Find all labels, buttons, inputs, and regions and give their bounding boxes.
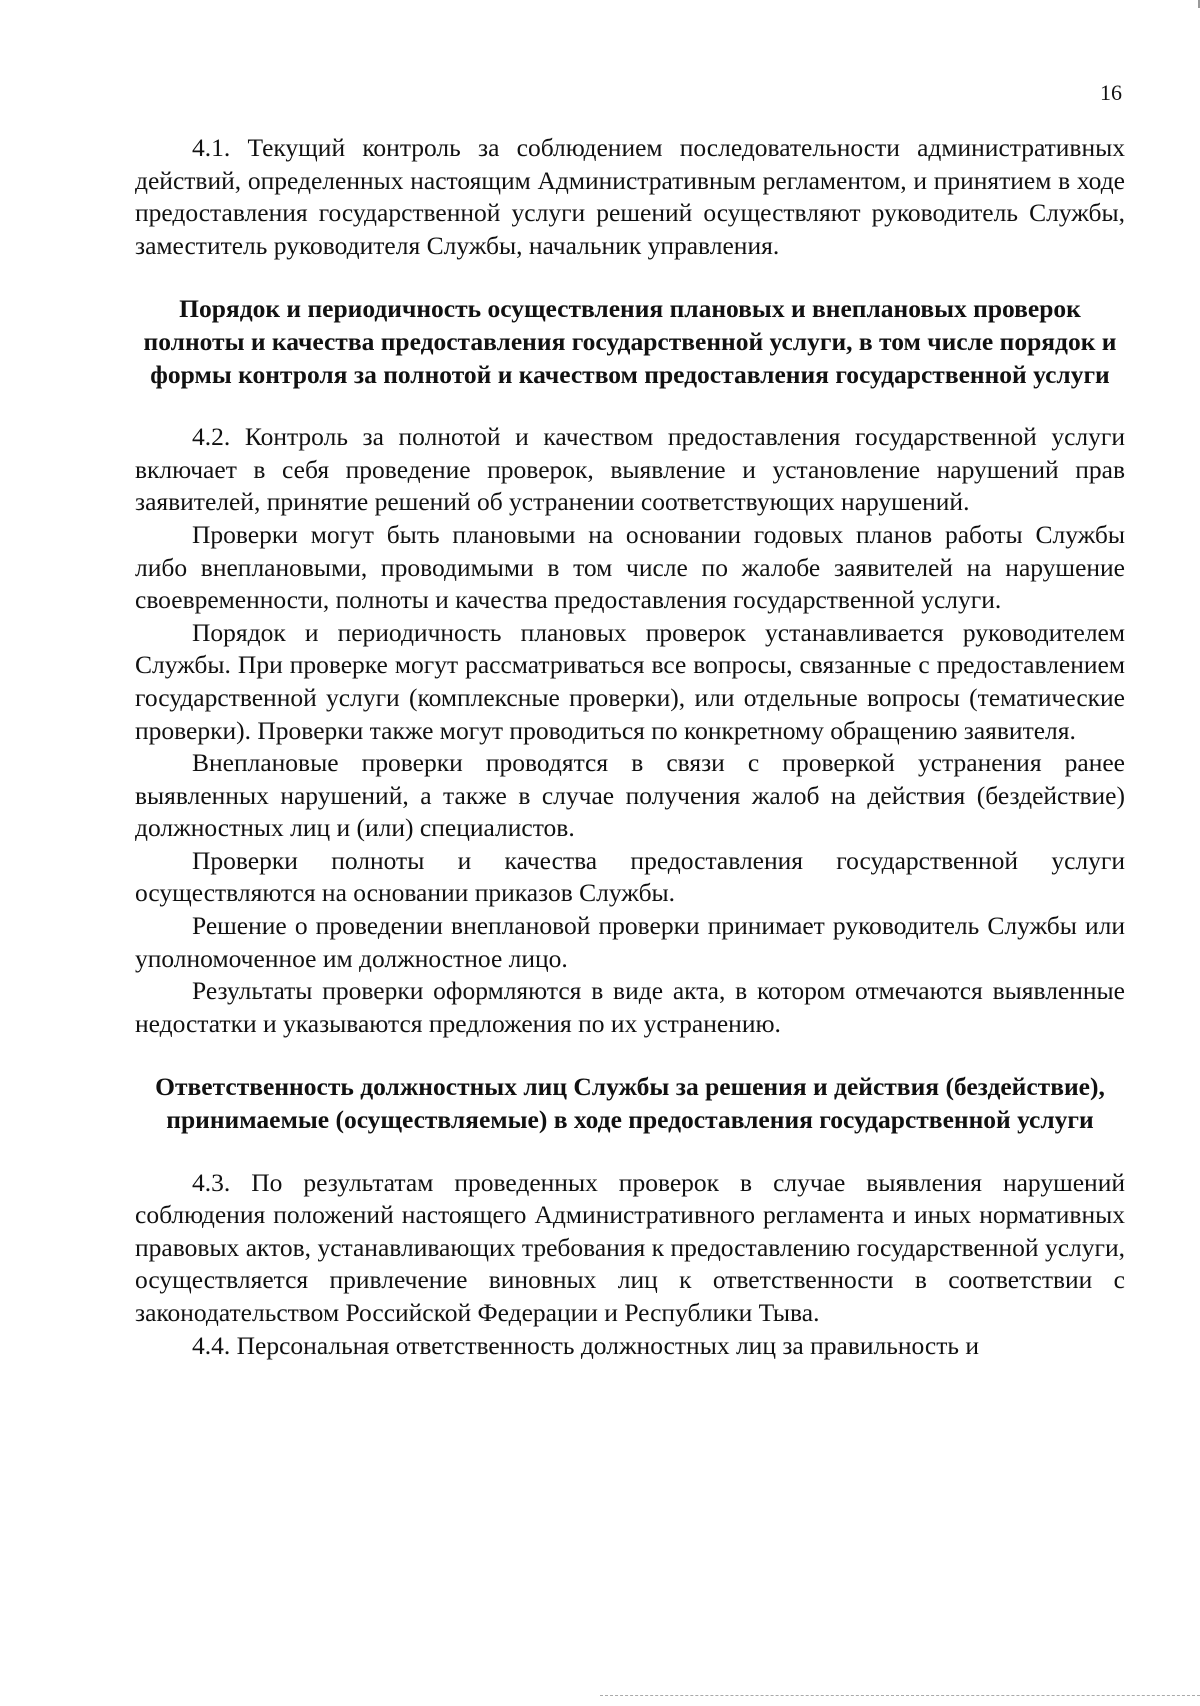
document-body [135, 132, 1125, 1362]
spacer [135, 391, 1125, 421]
spacer [135, 1137, 1125, 1167]
paragraph-4-1: 4.1. Текущий контроль за соблюдением последовательности административных действий, определенных настоящим Административным регламентом, и принятием в ходе предоставления государственной услуги решений осуществляют руководитель Службы, заместитель руководителя Службы, начальник управления. [135, 133, 1125, 260]
paragraph-4-4: 4.4. Персональная ответственность должностных лиц за правильность и [192, 1330, 980, 1360]
paragraph-4-3: 4.3. По результатам проведенных проверок в случае выявления нарушений соблюдения положений настоящего Административного регламента и иных нормативных правовых актов, устанавливающих требования к предоставлению государственной услуги, осуществляется привлечение виновных лиц к ответственности в соответствии с законодательством Российской Федерации и Республики Тыва. [135, 1167, 1125, 1327]
spacer [135, 262, 1125, 293]
paragraph-inspection-basis: Проверки полноты и качества предоставления государственной услуги осуществляются на основании приказов Службы. [135, 845, 1125, 908]
spacer [135, 1040, 1125, 1071]
paragraph-planned-inspections: Проверки могут быть плановыми на основании годовых планов работы Службы либо внеплановыми, проводимыми в том числе по жалобе заявителей на нарушение своевременности, полноты и качества предоставления государственной услуги. [135, 519, 1125, 615]
section-heading-responsibility: Ответственность должностных лиц Службы за решения и действия (бездействие), принимаемые (осуществляемые) в ходе предоставления государственной услуги [155, 1072, 1105, 1135]
paragraph-unplanned-inspections: Внеплановые проверки проводятся в связи с проверкой устранения ранее выявленных нарушений, а также в случае получения жалоб на действия (бездействие) должностных лиц и (или) специалистов. [135, 748, 1125, 843]
paragraph-4-2: 4.2. Контроль за полнотой и качеством предоставления государственной услуги включает в себя проведение проверок, выявление и установление нарушений прав заявителей, принятие решений об устранении соответствующих нарушений. [135, 422, 1125, 517]
page-number: 16 [1100, 80, 1122, 105]
section-heading-inspections: Порядок и периодичность осуществления плановых и внеплановых проверок полноты и качества предоставления государственной услуги, в том числе порядок и формы контроля за полнотой и качеством предоставления государственной услуги [143, 294, 1117, 389]
paragraph-inspection-decision: Решение о проведении внеплановой проверки принимает руководитель Службы или уполномоченное им должностное лицо. [135, 911, 1125, 973]
paragraph-inspection-results: Результаты проверки оформляются в виде акта, в котором отмечаются выявленные недостатки и указываются предложения по их устранению. [135, 976, 1125, 1038]
scan-edge-line [600, 1694, 1200, 1696]
paragraph-inspection-order: Порядок и периодичность плановых проверок устанавливается руководителем Службы. При проверке могут рассматриваться все вопросы, связанные с предоставлением государственной услуги (комплексные проверки), или отдельные вопросы (тематические проверки). Проверки также могут проводиться по конкретному обращению заявителя. [135, 617, 1125, 745]
